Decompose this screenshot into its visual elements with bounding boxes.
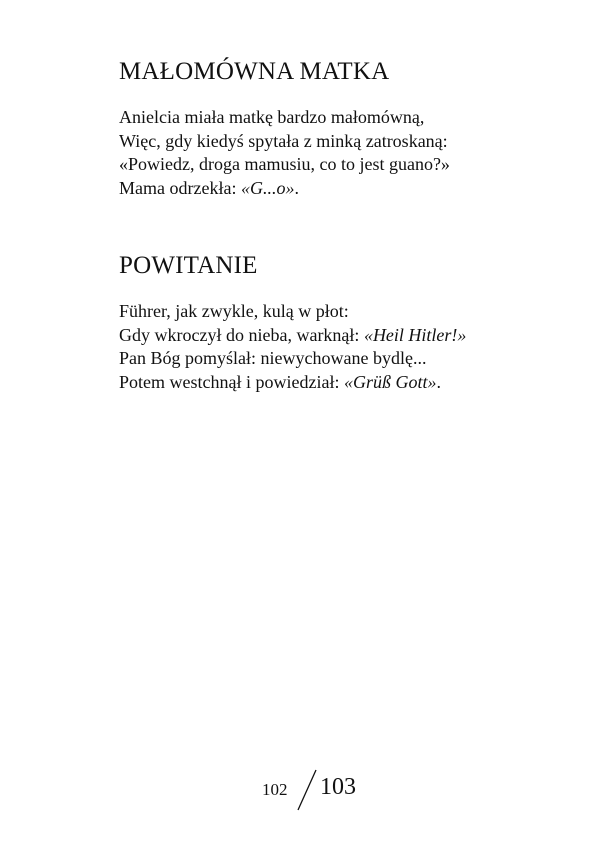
poem-lines [119, 300, 559, 394]
poem-lines [119, 106, 559, 200]
poem-line-text: Potem westchnął i powiedział: [119, 371, 344, 392]
poem-malomowna-matka [119, 57, 559, 200]
poem-line-emphasis: «Heil Hitler!» [363, 324, 467, 345]
poem-line-emphasis: «Grüß Gott» [343, 371, 437, 392]
poem-line-emphasis: «G...o» [240, 177, 295, 198]
page-numbers [262, 768, 382, 818]
poem-title: MAŁOMÓWNA MATKA [119, 58, 390, 85]
poem-line-text: Mama odrzekła: [119, 177, 241, 198]
page-number-left: 102 [262, 780, 288, 799]
poem-line [119, 177, 559, 201]
poem-line-text: Gdy wkroczył do nieba, warknął: [119, 324, 364, 345]
poem-line-suffix: . [294, 177, 299, 198]
poem-powitanie [119, 251, 559, 394]
page-number-right: 103 [320, 774, 356, 800]
poem-line: Anielcia miała matkę bardzo małomówną, [119, 107, 425, 127]
poem-line: Führer, jak zwykle, kulą w płot: [119, 301, 349, 321]
poem-line: Więc, gdy kiedyś spytała z minką zatroskaną: [119, 130, 448, 151]
poem-line-suffix: . [436, 371, 441, 392]
poem-line [119, 371, 559, 395]
poem-line: Pan Bóg pomyślał: niewychowane bydlę... [119, 348, 427, 368]
page-separator-slash [296, 768, 318, 812]
poem-line: «Powiedz, droga mamusiu, co to jest guano?» [119, 154, 450, 174]
poem-title: POWITANIE [119, 252, 258, 279]
poem-line [119, 324, 559, 348]
